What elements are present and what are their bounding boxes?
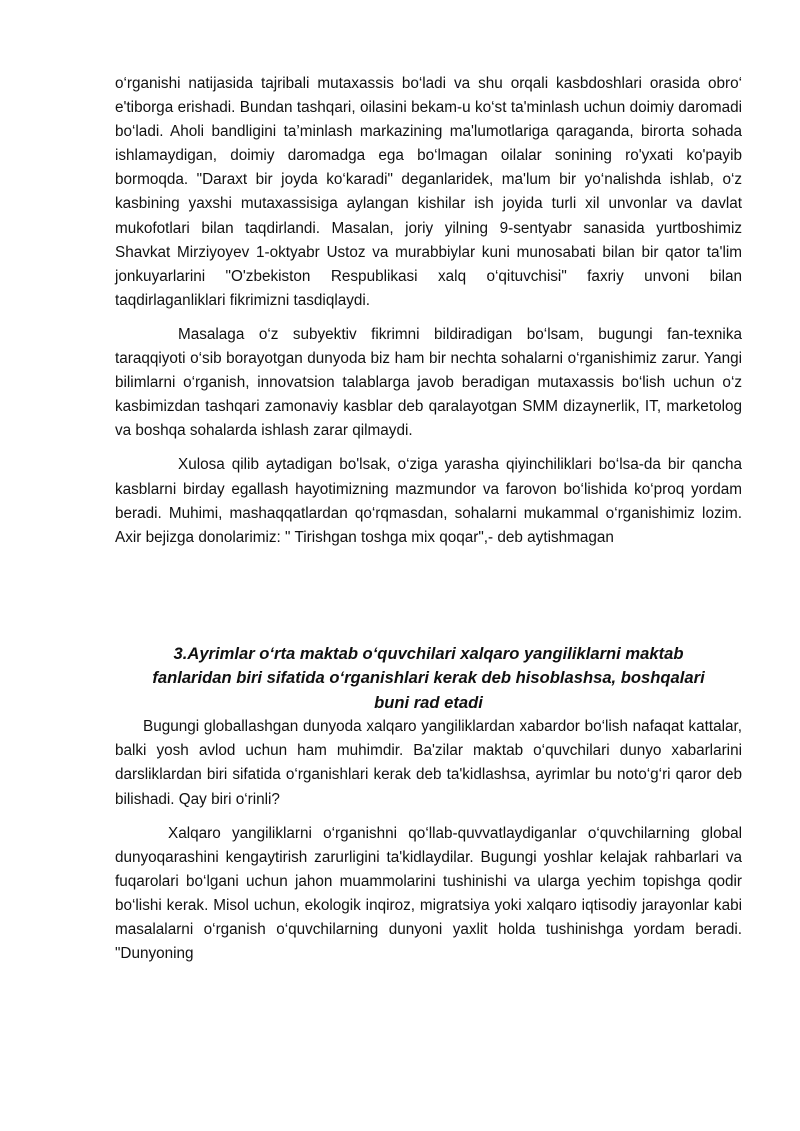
body-paragraph-4: Bugungi globallashgan dunyoda xalqaro yangiliklardan xabardor bo‘lish nafaqat kattalar, balki yosh avlod uchun ham muhimdir. Ba'zilar maktab o‘quvchilari dunyo xabarlarini darsliklardan biri sifatida o‘rganishlari kerak deb ta'kidlashsa, ayrimlar bu noto‘g‘ri qaror deb bilishadi. Qay biri o‘rinli?	[115, 718, 742, 808]
body-paragraph-3: Xulosa qilib aytadigan bo'lsak, o‘ziga yarasha qiyinchiliklari bo‘lsa-da bir qancha kasblarni birday egallash hayotimizning mazmundor va farovon bo‘lishida ko‘proq yordam beradi. Muhimi, mashaqqatlardan qo‘rqmasdan, sohalarni mukammal o‘rganishimiz lozim. Axir bejizga donolarimiz: " Tirishgan toshga mix qoqar",- deb aytishmagan	[115, 456, 742, 546]
body-paragraph-2: Masalaga o‘z subyektiv fikrimni bildiradigan bo‘lsam, bugungi fan-texnika taraqqiyoti o‘sib borayotgan dunyoda biz ham bir nechta sohalarni o‘rganishimiz zarur. Yangi bilimlarni o‘rganish, innovatsion talablarga javob beradigan mutaxassis bo‘lish uchun o‘z kasbimizdan tashqari zamonaviy kasblar deb qaralayotgan SMM dizaynerlik, IT, marketolog va boshqa sohalarda ishlash zarar qilmaydi.	[115, 325, 742, 440]
body-paragraph-5: Xalqaro yangiliklarni o‘rganishni qo‘llab-quvvatlaydiganlar o‘quvchilarning global dunyoqarashini kengaytirish zarurligini ta'kidlaydilar. Bugungi yoshlar kelajak rahbarlari va fuqarolari bo‘lgani uchun jahon muammolarini tushinishi va ularga yechim topishga qodir bo‘lishi kerak. Misol uchun, ekologik inqiroz, migratsiya yoki xalqaro iqtisodiy jarayonlar kabi masalalarni o‘rganish o‘quvchilarning dunyoni yaxlit holda tushinishga yordam beradi. "Dunyoning	[115, 824, 742, 963]
section-heading: 3.Ayrimlar o‘rta maktab o‘quvchilari xalqaro yangiliklarni maktab fanlaridan biri sifatida o‘rganishlari kerak deb hisoblashsa, boshqalari buni rad etadi	[152, 643, 705, 712]
body-paragraph-1: o‘rganishi natijasida tajribali mutaxassis bo‘ladi va shu orqali kasbdoshlari orasida obro‘ e'tiborga erishadi. Bundan tashqari, oilasini bekam-u ko‘st ta'minlash uchun doimiy daromadi bo‘ladi. Aholi bandligini ta’minlash markazining ma'lumotlariga qaraganda, birorta sohada ishlamaydigan, doimiy daromadga ega bo‘lmagan oilalar sonining ro'yxati ko'payib bormoqda. "Daraxt bir joyda ko‘karadi" deganlaridek, ma'lum bir yo‘nalishda ishlab, o‘z kasbining yaxshi mutaxassisiga aylangan kishilar ish joyida turli xil unvonlar va davlat mukofotlari bilan taqdirlandi. Masalan, joriy yilning 9-sentyabr sanasida yurtboshimiz Shavkat Mirziyoyev 1-oktyabr Ustoz va murabbiylar kuni munosabati bilan bir qator ta'lim jonkuyarlarini "O'zbekiston Respublikasi xalq o‘qituvchisi" faxriy unvoni bilan taqdirlaganliklari fikrimizni tasdiqlaydi.	[115, 75, 742, 309]
